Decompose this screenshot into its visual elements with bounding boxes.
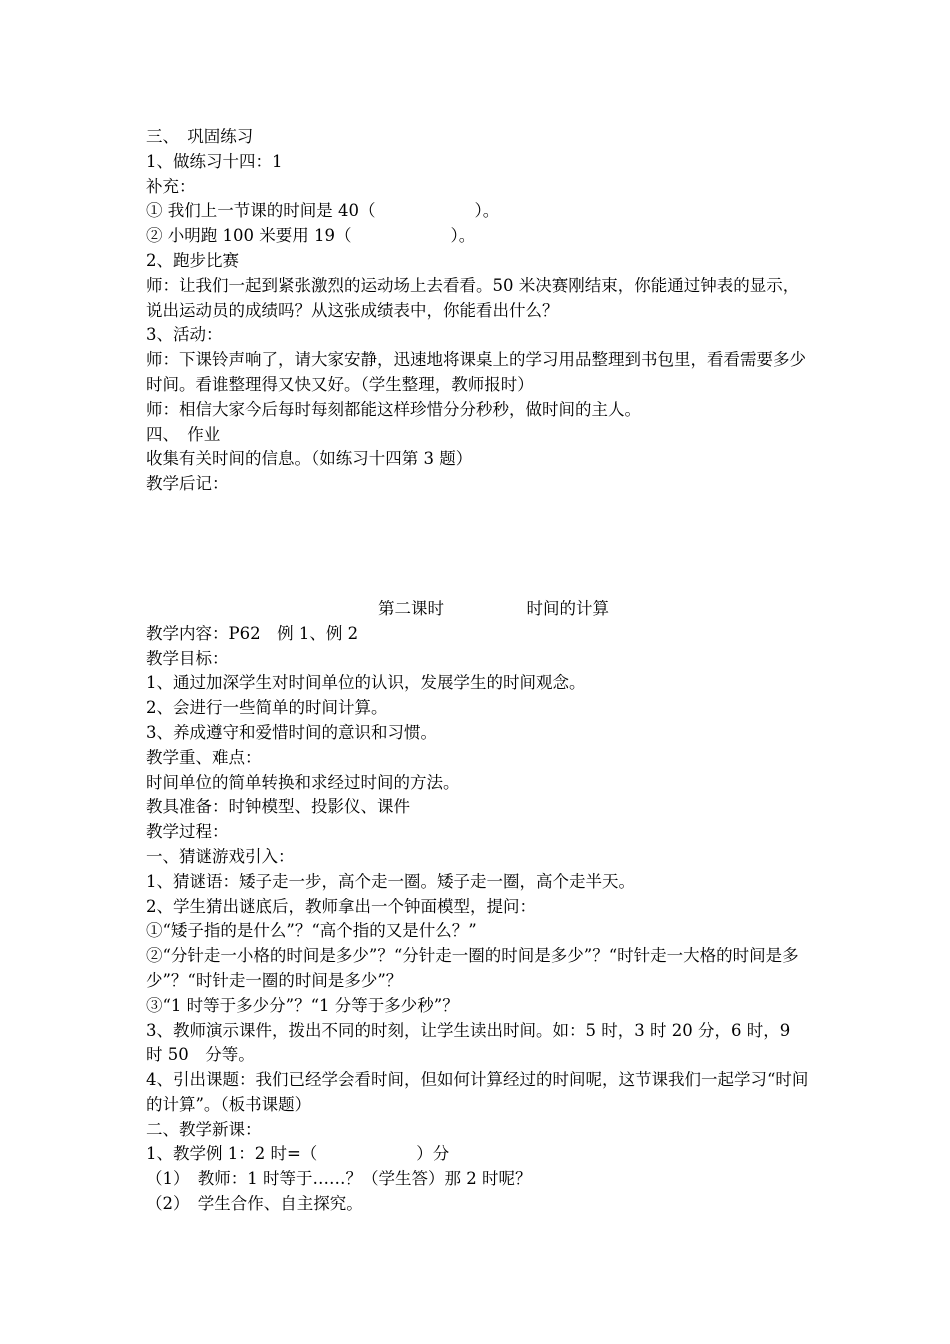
teacher-paragraph: 师：下课铃声响了，请大家安静，迅速地将课桌上的学习用品整理到书包里，看看需要多少时间。看谁整理得又快又好。（学生整理，教师报时） (146, 350, 806, 394)
exercise-line: 1、做练习十四：1 (146, 151, 283, 171)
question-line: ①“矮子指的是什么”？“高个指的又是什么？” (146, 921, 477, 941)
lesson-topic: 时间的计算 (526, 598, 609, 618)
teaching-goals-label: 教学目标： (146, 648, 229, 668)
heading-new-lesson: 二、教学新课： (146, 1119, 262, 1139)
sub-step-line: （1） 教师：1 时等于……？（学生答）那 2 时呢？ (146, 1169, 532, 1189)
example-line: 1、教学例 1：2 时=（ ）分 (146, 1144, 450, 1164)
teacher-paragraph: 师：让我们一起到紧张激烈的运动场上去看看。50 米决赛刚结束，你能通过钟表的显示，说出运动员的成绩吗？从这张成绩表中，你能看出什么？ (146, 275, 800, 320)
teaching-aids: 教具准备：时钟模型、投影仪、课件 (146, 797, 410, 817)
goal-item: 1、通过加深学生对时间单位的认识，发展学生的时间观念。 (146, 673, 586, 693)
process-line: 2、学生猜出谜底后，教师拿出一个钟面模型，提问： (146, 896, 536, 916)
teacher-paragraph: 师：相信大家今后每时每刻都能这样珍惜分分秒秒，做时间的主人。 (146, 399, 641, 419)
lesson-title (146, 597, 811, 622)
section-lesson-two (146, 622, 811, 1217)
blank-space (146, 497, 811, 597)
heading-riddle-intro: 一、猜谜游戏引入： (146, 846, 295, 866)
teaching-content: 教学内容：P62 例 1、例 2 (146, 623, 359, 643)
fill-blank-question-2: ② 小明跑 100 米要用 19（ ）。 (146, 226, 476, 246)
heading-homework: 四、 作业 (146, 424, 221, 444)
key-points-label: 教学重、难点： (146, 747, 262, 767)
sub-step-line: （2） 学生合作、自主探究。 (146, 1194, 363, 1214)
goal-item: 2、会进行一些简单的时间计算。 (146, 698, 388, 718)
process-line: 3、教师演示课件，拨出不同的时刻，让学生读出时间。如：5 时，3 时 20 分，6 时，9 时 50 分等。 (146, 1020, 796, 1065)
goal-item: 3、养成遵守和爱惜时间的意识和习惯。 (146, 722, 437, 742)
heading-consolidation-practice: 三、 巩固练习 (146, 127, 254, 146)
lesson-number: 第二课时 (378, 598, 444, 618)
teaching-notes-label: 教学后记： (146, 474, 229, 494)
teaching-process-label: 教学过程： (146, 822, 229, 842)
question-line: ②“分针走一小格的时间是多少”？“分针走一圈的时间是多少”？“时针走一大格的时间是多少”？“时针走一圈的时间是多少”？ (146, 946, 799, 990)
section-consolidation (146, 125, 811, 497)
key-points-text: 时间单位的简单转换和求经过时间的方法。 (146, 772, 460, 792)
supplement-label: 补充： (146, 176, 196, 196)
running-race-heading: 2、跑步比赛 (146, 250, 239, 270)
activity-heading: 3、活动： (146, 325, 223, 345)
document-page (146, 125, 811, 1217)
process-line: 4、引出课题：我们已经学会看时间，但如何计算经过的时间呢，这节课我们一起学习“时间的计算”。（板书课题） (146, 1070, 809, 1114)
riddle-line: 1、猜谜语：矮子走一步，高个走一圈。矮子走一圈，高个走半天。 (146, 871, 635, 891)
fill-blank-question-1: ① 我们上一节课的时间是 40（ ）。 (146, 201, 500, 221)
homework-line: 收集有关时间的信息。（如练习十四第 3 题） (146, 449, 473, 469)
question-line: ③“1 时等于多少分”？“1 分等于多少秒”？ (146, 995, 459, 1015)
